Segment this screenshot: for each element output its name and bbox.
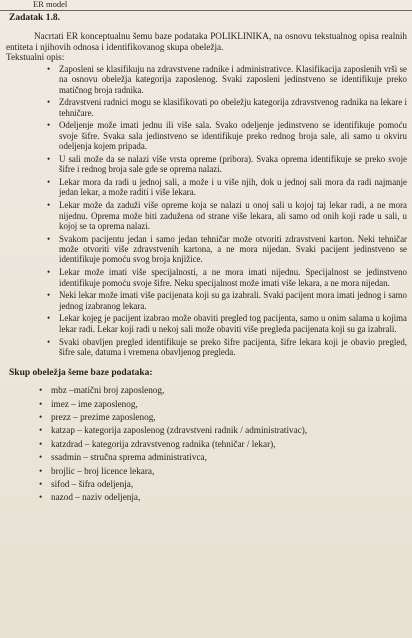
description-item: • Lekar mora da radi u jednoj sali, a može i u više njih, dok u jednoj sali mora da radi najmanje jedan lekar, a može raditi i više lekara. [59,177,407,198]
description-item: • Zaposleni se klasifikuju na zdravstvene radnike i administrativce. Klasifikacija zaposlenih vrši se na osnovu obeležja kategorija zaposlenog. Svaki zaposleni jedinstveno se identifikuje preko matičnog broja radnika. [59,64,407,95]
description-item: • Lekar može imati više specijalnosti, a ne mora imati nijednu. Specijalnost se jedinstveno identifikuje pomoću svoje šifre. Neku specijalnost može imati više lekara, a ne mora nijedan. [59,267,407,288]
description-item: • Lekar može da zaduži više opreme koja se nalazi u onoj sali u kojoj taj lekar radi, a ne mora nijednu. Oprema može biti zadužena od strane više lekara, ali samo od onih koji rade u sali, u kojoj se ta oprema nalazi. [59,200,407,231]
page-content [6,13,407,506]
schema-heading: Skup obeležja šeme baze podataka: [9,368,153,379]
attribute-item: • mbz –matični broj zaposlenog, [51,385,407,396]
running-header-title: ER model [33,0,68,9]
task-title: Zadatak 1.8. [9,13,60,23]
attribute-item: • sifod – šifra odeljenja, [51,479,407,490]
description-list [6,64,407,358]
attribute-item: • katzap – kategorija zaposlenog (zdravstveni radnik / administrativac), [51,425,407,436]
attribute-item: • prezz – prezime zaposlenog, [51,412,407,423]
description-item: • Svaki obavljen pregled identifikuje se preko šifre pacijenta, šifre lekara koji je obavio pregled, šifre sale, datuma i vremena obavljenog pregleda. [59,337,407,358]
description-item: • Lekar kojeg je pacijent izabrao može obaviti pregled tog pacijenta, samo u onim salama u kojima lekar radi. Lekar koji radi u nekoj sali može obaviti više pregleda pacijenata koji su ga izabrali. [59,313,407,334]
description-heading: Tekstualni opis: [6,52,65,63]
attribute-item: • brojlic – broj licence lekara, [51,466,407,477]
description-item: • Odeljenje može imati jednu ili više sala. Svako odeljenje jedinstveno se identifikuje pomoću svoje šifre. Svaka sala jedinstveno se identifikuje preko rednog broja sale, ali samo u okviru odeljenja kojem pripada. [59,120,407,151]
task-intro: Nacrtati ER konceptualnu šemu baze podataka POLIKLINIKA, na osnovu tekstualnog opisa realnih entiteta i njihovih odnosa i identifikovanog skupa obeležja. [6,31,407,52]
attribute-list [6,385,407,503]
attribute-item: • nazod – naziv odeljenja, [51,492,407,503]
description-item: • Svakom pacijentu jedan i samo jedan tehničar može otvoriti zdravstveni karton. Neki tehničar može otvoriti više zdravstvenih kartona, a ne mora nijedan. Svaki pacijent jedinstveno se identifikuje pomoću svog broja knjižice. [59,234,407,265]
description-item: • U sali može da se nalazi više vrsta opreme (pribora). Svaka oprema identifikuje se preko svoje šifre i rednog broja sale gde se oprema nalazi. [59,154,407,175]
description-item: • Neki lekar može imati više pacijenata koji su ga izabrali. Svaki pacijent mora imati jednog i samo jednog izabranog lekara. [59,290,407,311]
attribute-item: • katzdrad – kategorija zdravstvenog radnika (tehničar / lekar), [51,439,407,450]
page-header [0,0,412,11]
description-item: • Zdravstveni radnici mogu se klasifikovati po obeležju kategorija zdravstvenog radnika na lekare i tehničare. [59,97,407,118]
attribute-item: • ssadmin – stručna sprema administrativca, [51,452,407,463]
attribute-item: • imez – ime zaposlenog, [51,399,407,410]
